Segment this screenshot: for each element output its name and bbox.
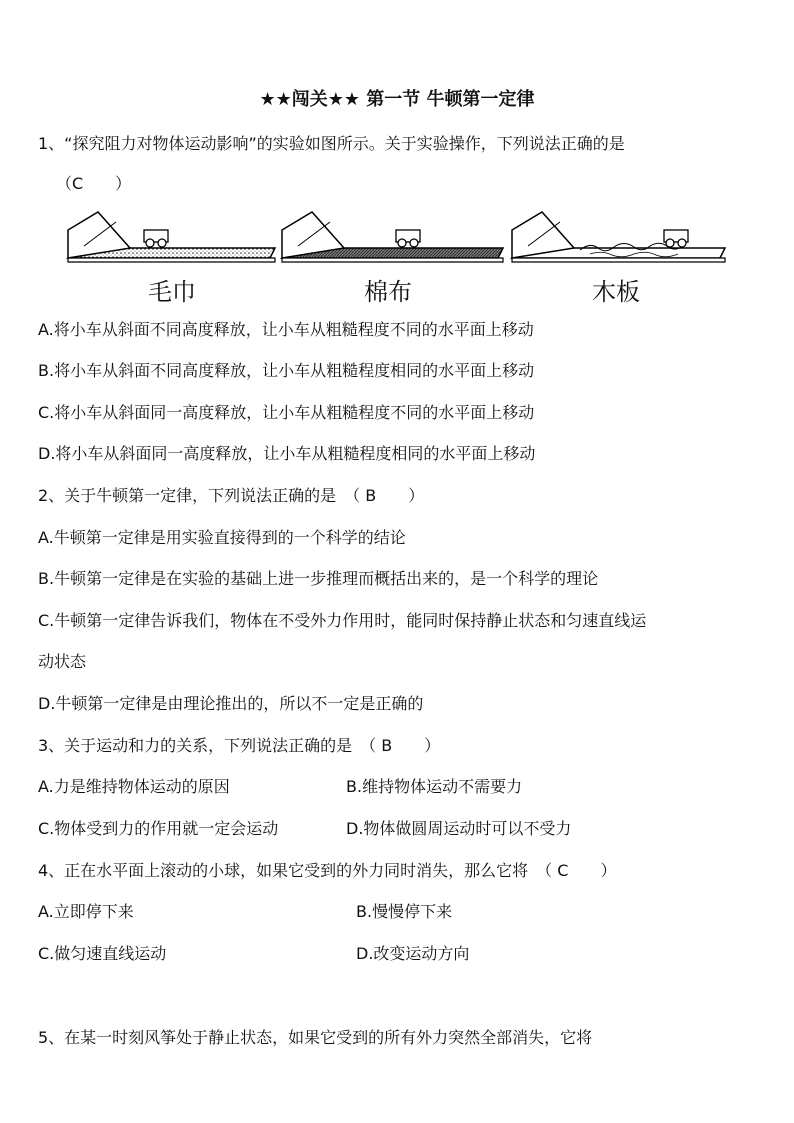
q2-option-b: B.牛顿第一定律是在实验的基础上进一步推理而概括出来的，是一个科学的理论 [38, 569, 599, 588]
q1-stem: 1、“探究阻力对物体运动影响”的实验如图所示。关于实验操作，下列说法正确的是 [38, 134, 625, 153]
q1-option-a: A.将小车从斜面不同高度释放，让小车从粗糙程度不同的水平面上移动 [38, 320, 534, 339]
label-cotton: 棉布 [364, 278, 412, 306]
q4-option-c: C.做匀速直线运动 [38, 944, 167, 963]
q2-option-d: D.牛顿第一定律是由理论推出的，所以不一定是正确的 [38, 694, 424, 713]
label-board: 木板 [592, 278, 640, 306]
ramp-towel [68, 212, 275, 262]
q1-option-b: B.将小车从斜面不同高度释放，让小车从粗糙程度相同的水平面上移动 [38, 361, 535, 380]
q4-option-a: A.立即停下来 [38, 902, 134, 921]
q5-stem: 5、在某一时刻风筝处于静止状态，如果它受到的所有外力突然全部消失，它将 [38, 1028, 593, 1047]
ramp-board [512, 212, 725, 262]
q1-answer: （C ） [56, 174, 132, 193]
q2-option-a: A.牛顿第一定律是用实验直接得到的一个科学的结论 [38, 528, 406, 547]
q1-option-c: C.将小车从斜面同一高度释放，让小车从粗糙程度不同的水平面上移动 [38, 403, 535, 422]
q2-option-c-cont: 动状态 [38, 652, 87, 671]
q2-stem: 2、关于牛顿第一定律，下列说法正确的是 （ B ） [38, 486, 425, 505]
q3-option-d: D.物体做圆周运动时可以不受力 [346, 819, 572, 838]
q4-option-d: D.改变运动方向 [356, 944, 470, 963]
q3-option-a: A.力是维持物体运动的原因 [38, 777, 230, 796]
q3-option-b: B.维持物体运动不需要力 [346, 777, 523, 796]
q4-option-b: B.慢慢停下来 [356, 902, 453, 921]
q2-option-c: C.牛顿第一定律告诉我们，物体在不受外力作用时，能同时保持静止状态和匀速直线运 [38, 611, 647, 630]
label-towel: 毛巾 [148, 278, 196, 306]
ramp-cotton [282, 212, 503, 262]
q3-option-c: C.物体受到力的作用就一定会运动 [38, 819, 279, 838]
page-title: ★★闯关★★ 第一节 牛顿第一定律 [259, 89, 535, 110]
q1-option-d: D.将小车从斜面同一高度释放，让小车从粗糙程度相同的水平面上移动 [38, 444, 536, 463]
q4-stem: 4、正在水平面上滚动的小球，如果它受到的外力同时消失，那么它将 （ C ） [38, 861, 617, 880]
q3-stem: 3、关于运动和力的关系，下列说法正确的是 （ B ） [38, 736, 441, 755]
